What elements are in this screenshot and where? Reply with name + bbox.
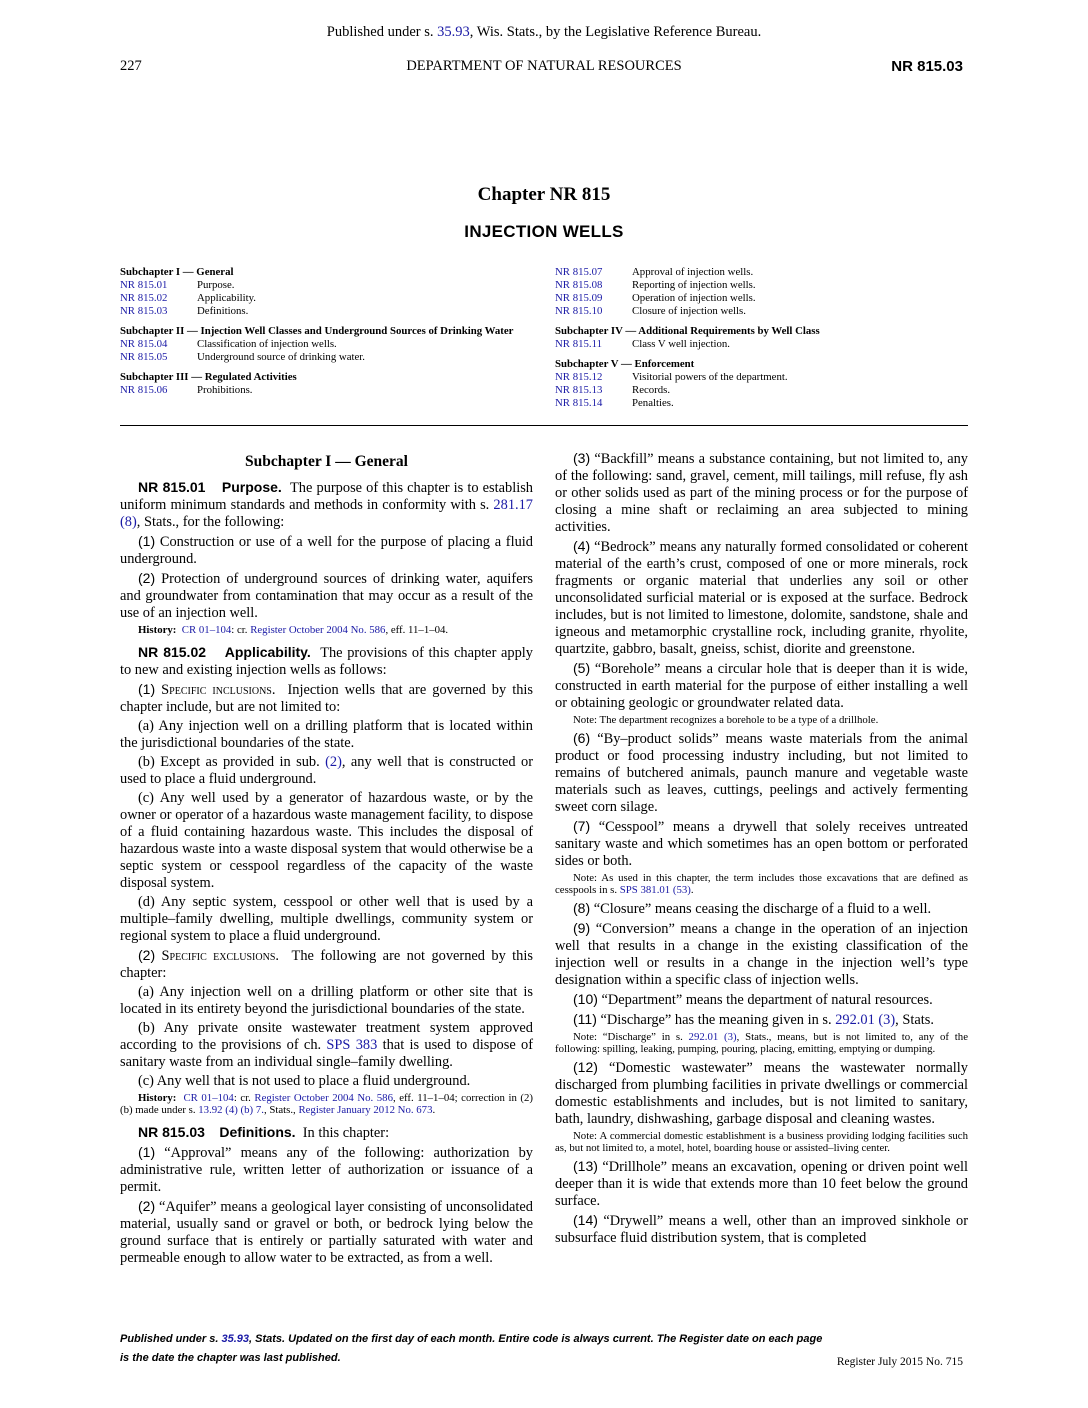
statute-link[interactable]: 292.01 (3) — [835, 1011, 896, 1028]
history-note: History: CR 01–104: cr. Register October 2004 No. 586, eff. 11–1–04. — [138, 624, 449, 636]
paragraph: (a) Any injection well on a drilling platform or other site that is located in its entirety beyond the jurisdictional boundaries of the state. — [120, 983, 533, 1017]
note: Note: A commercial domestic establishment is a business providing lodging facilities such as, but not limited to, a motel, hotel, boarding house or assisted–living center. — [555, 1129, 968, 1154]
right-text-column — [555, 450, 968, 1249]
department-header: DEPARTMENT OF NATURAL RESOURCES — [406, 58, 682, 74]
toc-left-column — [120, 266, 530, 397]
statute-link[interactable]: 35.93 — [221, 1333, 249, 1345]
definition: (1) “Approval” means any of the following: authorization by administrative rule, written letter of authorization or issuance of a permit. — [120, 1143, 533, 1195]
divider-rule — [120, 425, 968, 426]
section-nr-815-02: NR 815.02 Applicability. The provisions of this chapter apply to new and existing injection wells as follows: — [120, 643, 534, 678]
definition: (6) “By–product solids” means waste materials from the animal product or food processing industry including, but not limited to remains of butchered animals, paunch manure and vegetable waste materials such as leaves, cuttings, peelings and actively fermenting sweet corn silage. — [555, 729, 968, 815]
definition: (5) “Borehole” means a circular hole that is deeper than it is wide, constructed in earth material for the purpose of either installing a well or obtaining geologic or groundwater related data. — [555, 660, 968, 711]
toc-subchapter-heading: Subchapter IV — Additional Requirements by Well Class — [555, 325, 820, 337]
footer-publication-note: Published under s. 35.93, Stats. Updated on the first day of each month. Entire code is always current. The Register date on each page is the date the chapter was last published. — [120, 1333, 823, 1364]
toc-entry[interactable]: NR 815.02 Applicability. — [120, 292, 256, 304]
toc-entry[interactable]: NR 815.01 Purpose. — [120, 279, 235, 291]
definition: (4) “Bedrock” means any naturally formed consolidated or coherent material of the earth’s crust, composed of one or more minerals, rock fragments or organic material that underlies any soil or other unconsolidated surficial material or is exposed at the surface. Bedrock includes, but is not limited to limestone, dolomite, sandstone, shale and igneous and metamorphic crystalline rock, including granite, rhyolite, quartzite, gabbro, basalt, gneiss, schist, diorite and greenstone. — [555, 538, 968, 657]
code-link[interactable]: SPS 381.01 (53) — [619, 884, 691, 896]
register-date: Register July 2015 No. 715 — [836, 1356, 963, 1368]
definition: (12) “Domestic wastewater” means the wastewater normally discharged from plumbing facilities in private dwellings or commercial domestic establishments and includes, but is not limited to sanitary, bath, laundry, dishwashing, garbage disposal and cleaning wastes. — [555, 1058, 968, 1127]
definition: (9) “Conversion” means a change in the operation of an injection well that results in a change in the existing classification of the injection well or results in a change in the injection well’s type designation within a specific class of injection wells. — [555, 919, 968, 988]
definition: (8) “Closure” means ceasing the discharge of a fluid to a well. — [573, 899, 932, 917]
register-link[interactable]: Register October 2004 No. 586 — [250, 624, 386, 636]
toc-entry[interactable]: NR 815.08 Reporting of injection wells. — [555, 279, 756, 291]
page-number: 227 — [120, 58, 142, 74]
history-note: History: CR 01–104: cr. Register October 2004 No. 586, eff. 11–1–04; correction in (2) (b) made under s. 13.92 (4) (b) 7., Stats., Register January 2012 No. 673. — [120, 1091, 533, 1116]
paragraph: (b) Except as provided in sub. (2), any well that is constructed or used to place a fluid underground. — [120, 753, 534, 787]
paragraph: (d) Any septic system, cesspool or other well that is used by a multiple–family dwelling, multiple dwellings, community system or regional system to place a fluid underground. — [120, 893, 533, 944]
toc-entry[interactable]: NR 815.09 Operation of injection wells. — [555, 292, 756, 304]
note: Note: As used in this chapter, the term includes those excavations that are defined as cesspools in s. SPS 381.01 (53). — [555, 871, 968, 896]
register-link[interactable]: Register January 2012 No. 673 — [298, 1104, 433, 1116]
note: Note: The department recognizes a borehole to be a type of a drillhole. — [573, 714, 879, 726]
toc-entry[interactable]: NR 815.14 Penalties. — [555, 397, 674, 409]
toc-entry[interactable]: NR 815.10 Closure of injection wells. — [555, 305, 746, 317]
statute-link[interactable]: 281.17 (8) — [120, 497, 533, 530]
paragraph: (c) Any well used by a generator of hazardous waste, or by the owner or operator of a hazardous waste management facility, to dispose of a fluid containing hazardous waste. This includes the disposal of hazardous waste into a waste disposal system that would otherwise be a septic system or cesspool regardless of the capacity of the waste disposal system. — [120, 789, 533, 891]
chapter-link[interactable]: SPS 383 — [326, 1036, 378, 1053]
left-text-column — [120, 450, 533, 1269]
paragraph: (1) Specific inclusions. Injection wells that are governed by this chapter include, but are not limited to: — [120, 680, 534, 715]
paragraph: (2) Specific exclusions. The following are not governed by this chapter: — [120, 946, 533, 981]
section-nr-815-03: NR 815.03 Definitions. In this chapter: — [138, 1123, 390, 1141]
toc-entry[interactable]: NR 815.13 Records. — [555, 384, 671, 396]
toc-entry[interactable]: NR 815.05 Underground source of drinking water. — [120, 351, 366, 363]
toc-subchapter-heading: Subchapter V — Enforcement — [555, 358, 695, 370]
toc-subchapter-heading: Subchapter II — Injection Well Classes and Underground Sources of Drinking Water — [120, 325, 514, 337]
chapter-subtitle: INJECTION WELLS — [464, 222, 624, 241]
toc-subchapter-heading: Subchapter III — Regulated Activities — [120, 371, 297, 383]
statute-link[interactable]: 13.92 (4) (b) 7. — [198, 1104, 264, 1116]
top-publication-note: Published under s. 35.93, Wis. Stats., by the Legislative Reference Bureau. — [326, 24, 762, 40]
section-reference: NR 815.03 — [891, 58, 963, 75]
paragraph: (a) Any injection well on a drilling platform that is located within the jurisdictional boundaries of the state. — [120, 717, 533, 751]
toc-entry[interactable]: NR 815.03 Definitions. — [120, 305, 249, 317]
definition: (13) “Drillhole” means an excavation, opening or driven point well deeper than it is wide that extends more than 10 feet below the ground surface. — [555, 1157, 968, 1209]
note: Note: “Discharge” in s. 292.01 (3), Stats., means, but is not limited to, any of the following: spilling, leaking, pumping, pouring, placing, emitting, emptying or dumping. — [555, 1030, 968, 1055]
paragraph: (2) Protection of underground sources of drinking water, aquifers and groundwater from contamination that may occur as a result of the use of an injection well. — [120, 570, 533, 621]
toc-subchapter-heading: Subchapter I — General — [120, 266, 234, 278]
definition: (14) “Drywell” means a well, other than an improved sinkhole or subsurface fluid distribution system, that is completed — [555, 1211, 968, 1246]
definition: (10) “Department” means the department of natural resources. — [573, 990, 933, 1008]
sub-link[interactable]: (2) — [325, 753, 342, 770]
definition: (2) “Aquifer” means a geological layer consisting of unconsolidated material, usually sand or gravel or both, or bedrock lying below the ground surface that is entirely or partially saturated with water and permeable enough to allow water to be extracted, as from a well. — [120, 1197, 533, 1266]
toc-right-column — [555, 266, 965, 410]
cr-link[interactable]: CR 01–104 — [183, 1091, 234, 1104]
definition: (3) “Backfill” means a substance containing, but not limited to, any of the following: sand, gravel, cement, mill tailings, mill refuse, fly ash or other solids used as part of the mining process or for the purpose of closing a mine shaft or reclaiming an area subjected to mining activities. — [555, 450, 968, 535]
paragraph: (b) Any private onsite wastewater treatment system approved according to the provisions of ch. SPS 383 that is used to dispose of sanitary waste from an individual single–family dwelling. — [120, 1019, 534, 1070]
cr-link[interactable]: CR 01–104 — [181, 624, 232, 636]
toc-entry[interactable]: NR 815.07 Approval of injection wells. — [555, 266, 754, 278]
toc-entry[interactable]: NR 815.06 Prohibitions. — [120, 384, 253, 396]
chapter-title: Chapter NR 815 — [477, 184, 611, 205]
paragraph: (1) Construction or use of a well for the purpose of placing a fluid underground. — [120, 533, 533, 567]
statute-link[interactable]: 292.01 (3) — [688, 1030, 737, 1043]
toc-entry[interactable]: NR 815.04 Classification of injection wells. — [120, 338, 337, 350]
definition: (7) “Cesspool” means a drywell that solely receives untreated sanitary waste and which sometimes has an open bottom or perforated sides or both. — [555, 817, 968, 869]
paragraph: (c) Any well that is not used to place a fluid underground. — [138, 1072, 471, 1089]
toc-entry[interactable]: NR 815.12 Visitorial powers of the department. — [555, 371, 788, 383]
section-nr-815-01: NR 815.01 Purpose. The purpose of this chapter is to establish uniform minimum standards and methods in conformity with s. 281.17 (8), Stats., for the following: — [120, 479, 533, 530]
toc-entry[interactable]: NR 815.11 Class V well injection. — [555, 338, 730, 350]
register-link[interactable]: Register October 2004 No. 586 — [254, 1091, 393, 1104]
subchapter-heading: Subchapter I — General — [245, 453, 408, 470]
statute-link[interactable]: 35.93 — [437, 24, 470, 40]
definition: (11) “Discharge” has the meaning given in s. 292.01 (3), Stats. — [573, 1010, 934, 1028]
